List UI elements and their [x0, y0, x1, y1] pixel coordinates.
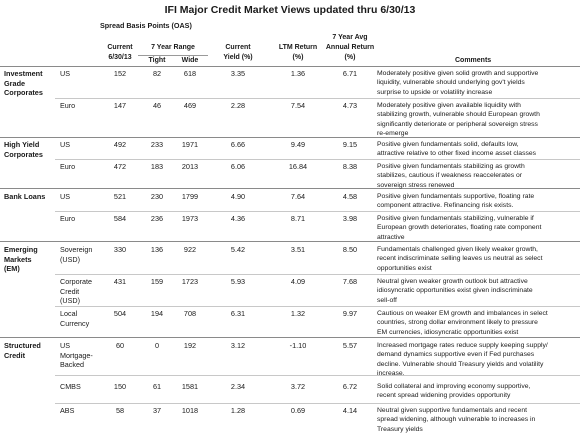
cell-avg7: 4.58	[342, 192, 358, 201]
cell-wide: 922	[183, 245, 197, 254]
group-label-investment-grade	[4, 69, 43, 98]
header-current-yield	[213, 43, 263, 63]
group-label-bank-loans	[4, 192, 45, 202]
row-label-line: Backed	[60, 360, 84, 369]
cell-current: 152	[113, 69, 127, 78]
cell-comment	[377, 277, 577, 305]
row-label: US	[60, 140, 70, 149]
group-label-emerging-markets	[4, 245, 38, 274]
cell-tight: 0	[154, 341, 160, 350]
row-label: ABS	[60, 406, 75, 415]
cell-wide: 192	[183, 341, 197, 350]
cell-wide: 469	[183, 101, 197, 110]
group-label-line: (EM)	[4, 264, 20, 273]
comment-line: component attractive. Refinancing risk exists.	[377, 202, 514, 210]
cell-yield: 6.06	[230, 162, 246, 171]
cell-yield: 3.12	[230, 341, 246, 350]
cell-ltm: 9.49	[290, 140, 306, 149]
cell-tight: 194	[150, 309, 164, 318]
cell-wide: 1581	[181, 382, 199, 391]
row-label: Euro	[60, 214, 76, 223]
cell-tight: 183	[150, 162, 164, 171]
cell-comment	[377, 245, 577, 273]
cell-tight: 37	[152, 406, 162, 415]
comment-line: European growth deteriorates, floating rate component	[377, 224, 542, 232]
group-label-line: Emerging	[4, 245, 38, 254]
cell-avg7: 6.72	[342, 382, 358, 391]
group-label-line: High Yield	[4, 140, 40, 149]
comment-line: increase.	[377, 370, 405, 378]
cell-avg7: 3.98	[342, 214, 358, 223]
cell-comment	[377, 162, 577, 190]
group-label-line: Credit	[4, 350, 26, 360]
comment-line: decline. Vulnerable should Treasury yields and volatility	[377, 360, 544, 368]
cell-wide: 1018	[181, 406, 199, 415]
cell-avg7: 7.68	[342, 277, 358, 286]
page-title: IFI Major Credit Market Views updated thru 6/30/13	[164, 4, 416, 16]
comment-line: recent spread widening provides opportunity	[377, 392, 511, 400]
header-7yr-line3: (%)	[344, 54, 356, 61]
comment-line: idiosyncratic opportunities exist given indiscriminate	[377, 287, 533, 295]
cell-current: 147	[113, 101, 127, 110]
comment-line: opportunities exist	[377, 264, 432, 272]
cell-tight: 236	[150, 214, 164, 223]
cell-wide: 1973	[181, 214, 199, 223]
comment-line: Fundamentals challenged given likely weaker growth,	[377, 246, 538, 253]
row-label-line: Corporate	[60, 277, 92, 286]
cell-tight: 136	[150, 245, 164, 254]
cell-avg7: 8.50	[342, 245, 358, 254]
cell-wide: 1971	[181, 140, 199, 149]
comment-line: liquidity, vulnerable should underlying gov't yields	[377, 79, 525, 87]
cell-avg7: 8.38	[342, 162, 358, 171]
comment-line: Neutral given weaker growth outlook but attractive	[377, 278, 528, 285]
comment-line: attractive relative to other fixed income asset classes	[377, 150, 537, 158]
group-label-line: Corporates	[4, 149, 43, 159]
row-label	[60, 245, 106, 264]
cell-ltm: 0.69	[290, 406, 306, 415]
row-rule	[55, 98, 580, 99]
comment-line: Positive given fundamentals stabilizing, vulnerable if	[377, 215, 534, 222]
row-label-line: (USD)	[60, 254, 80, 264]
row-label: US	[60, 69, 70, 78]
comment-line: significantly deteriorate or peripheral sovereign stress	[377, 120, 538, 128]
cell-ltm: 7.64	[290, 192, 306, 201]
header-yield-line2: Yield (%)	[223, 54, 253, 61]
cell-wide: 1723	[181, 277, 199, 286]
row-label-line: Credit	[60, 286, 80, 296]
comment-line: countries, strong dollar environment likely to pressure	[377, 319, 538, 327]
row-label-line: Sovereign	[60, 245, 93, 254]
cell-avg7: 5.57	[342, 341, 358, 350]
row-label-line: Currency	[60, 318, 90, 328]
comment-line: Moderately positive given solid growth and supportive	[377, 70, 539, 77]
header-ltm-line1: LTM Return	[278, 44, 318, 51]
cell-ltm: -1.10	[289, 341, 307, 350]
cell-current: 504	[113, 309, 127, 318]
cell-yield: 1.28	[230, 406, 246, 415]
cell-avg7: 6.71	[342, 69, 358, 78]
cell-comment	[377, 214, 577, 242]
row-rule	[55, 403, 580, 404]
row-rule	[55, 306, 580, 307]
row-label	[60, 309, 106, 328]
cell-current: 584	[113, 214, 127, 223]
group-label-line: Structured	[4, 341, 41, 350]
cell-yield: 3.35	[230, 69, 246, 78]
comment-line: Solid collateral and improving economy supportive,	[377, 383, 531, 390]
comment-line: Moderately positive given available liquidity with	[377, 102, 521, 109]
cell-current: 60	[115, 341, 125, 350]
group-label-high-yield	[4, 140, 43, 159]
header-tight: Tight	[148, 57, 166, 64]
cell-tight: 46	[152, 101, 162, 110]
header-current-oas-line2: 6/30/13	[108, 54, 132, 61]
row-label-line: Local	[60, 309, 78, 318]
cell-comment	[377, 382, 577, 401]
cell-yield: 2.34	[230, 382, 246, 391]
cell-ltm: 7.54	[290, 101, 306, 110]
cell-comment	[377, 192, 577, 211]
cell-wide: 2013	[181, 162, 199, 171]
header-comments: Comments	[455, 57, 492, 64]
cell-ltm: 3.51	[290, 245, 306, 254]
cell-yield: 5.42	[230, 245, 246, 254]
cell-wide: 618	[183, 69, 197, 78]
cell-avg7: 4.73	[342, 101, 358, 110]
row-rule	[55, 274, 580, 275]
cell-ltm: 8.71	[290, 214, 306, 223]
cell-yield: 2.28	[230, 101, 246, 110]
cell-avg7: 9.15	[342, 140, 358, 149]
cell-comment	[377, 406, 577, 434]
cell-current: 492	[113, 140, 127, 149]
cell-ltm: 1.36	[290, 69, 306, 78]
row-label: Euro	[60, 162, 76, 171]
comment-line: Neutral given supportive fundamentals and recent	[377, 407, 527, 414]
row-label-line: US	[60, 341, 70, 350]
cell-avg7: 9.97	[342, 309, 358, 318]
row-label: Euro	[60, 101, 76, 110]
group-label-line: Bank Loans	[4, 192, 46, 201]
group-label-line: Markets	[4, 254, 32, 264]
cell-yield: 4.90	[230, 192, 246, 201]
cell-current: 521	[113, 192, 127, 201]
comment-line: attractive	[377, 233, 405, 241]
header-rule	[0, 66, 580, 67]
comment-line: spread widening, although vulnerable to increases in	[377, 416, 536, 424]
cell-comment	[377, 140, 577, 159]
comment-line: stabilizing growth, vulnerable should European growth	[377, 111, 540, 119]
cell-ltm: 1.32	[290, 309, 306, 318]
comment-line: stabilizes, cautious if weakness reaccelerates or	[377, 172, 523, 180]
cell-tight: 159	[150, 277, 164, 286]
cell-wide: 708	[183, 309, 197, 318]
cell-wide: 1799	[181, 192, 199, 201]
cell-ltm: 16.84	[288, 162, 308, 171]
cell-current: 431	[113, 277, 127, 286]
cell-comment	[377, 101, 577, 139]
comment-line: Cautious on weaker EM growth and imbalances in select	[377, 310, 548, 317]
group-label-structured-credit	[4, 341, 41, 360]
header-7yr	[320, 33, 380, 63]
cell-comment	[377, 309, 577, 337]
group-label-line: Corporates	[4, 88, 43, 97]
row-label	[60, 341, 106, 370]
comment-line: Positive given fundamentals supportive, floating rate	[377, 193, 535, 200]
comment-line: sell-off	[377, 296, 397, 304]
comment-line: Treasury yields	[377, 425, 423, 433]
header-wide: Wide	[181, 57, 199, 64]
cell-yield: 6.31	[230, 309, 246, 318]
cell-current: 150	[113, 382, 127, 391]
comment-line: Positive given fundamentals solid, defaults low,	[377, 141, 519, 148]
comment-line: Positive given fundamentals stabilizing as growth	[377, 163, 525, 170]
comment-line: re-emerge	[377, 130, 409, 138]
cell-current: 330	[113, 245, 127, 254]
cell-current: 58	[115, 406, 125, 415]
comment-line: demand dynamics supportive even if Fed purchases	[377, 351, 535, 359]
cell-yield: 4.36	[230, 214, 246, 223]
header-range: 7 Year Range	[151, 44, 195, 51]
row-label: CMBS	[60, 382, 81, 391]
comment-line: sovereign stress renewed	[377, 181, 455, 189]
header-7yr-line2: Annual Return	[325, 44, 375, 51]
cell-tight: 61	[152, 382, 162, 391]
row-rule	[55, 211, 580, 212]
group-label-line: Grade	[4, 78, 26, 88]
header-current-oas	[103, 43, 137, 63]
group-label-line: Investment	[4, 69, 43, 78]
row-label: US	[60, 192, 70, 201]
cell-ltm: 4.09	[290, 277, 306, 286]
header-yield-line1: Current	[225, 44, 251, 51]
cell-comment	[377, 69, 577, 97]
row-label-line: (USD)	[60, 296, 80, 305]
cell-current: 472	[113, 162, 127, 171]
row-rule	[55, 159, 580, 160]
row-label	[60, 277, 106, 306]
cell-comment	[377, 341, 577, 379]
comment-line: recent indiscriminate selling leaves us neutral as select	[377, 255, 543, 263]
header-ltm-line2: (%)	[292, 54, 304, 61]
comment-line: surprise to upside or volatility increase	[377, 88, 493, 96]
cell-tight: 233	[150, 140, 164, 149]
header-ltm	[270, 43, 326, 63]
cell-yield: 6.66	[230, 140, 246, 149]
spread-header: Spread Basis Points (OAS)	[100, 21, 192, 30]
comment-line: EM currencies, idiosyncratic opportunities exist	[377, 328, 519, 336]
cell-yield: 5.93	[230, 277, 246, 286]
row-label-line: Mortgage-	[60, 350, 93, 360]
header-7yr-line1: 7 Year Avg	[332, 34, 368, 41]
cell-tight: 230	[150, 192, 164, 201]
cell-ltm: 3.72	[290, 382, 306, 391]
cell-tight: 82	[152, 69, 162, 78]
header-current-oas-line1: Current	[107, 44, 133, 51]
cell-avg7: 4.14	[342, 406, 358, 415]
comment-line: Increased mortgage rates reduce supply keeping supply/	[377, 342, 548, 349]
